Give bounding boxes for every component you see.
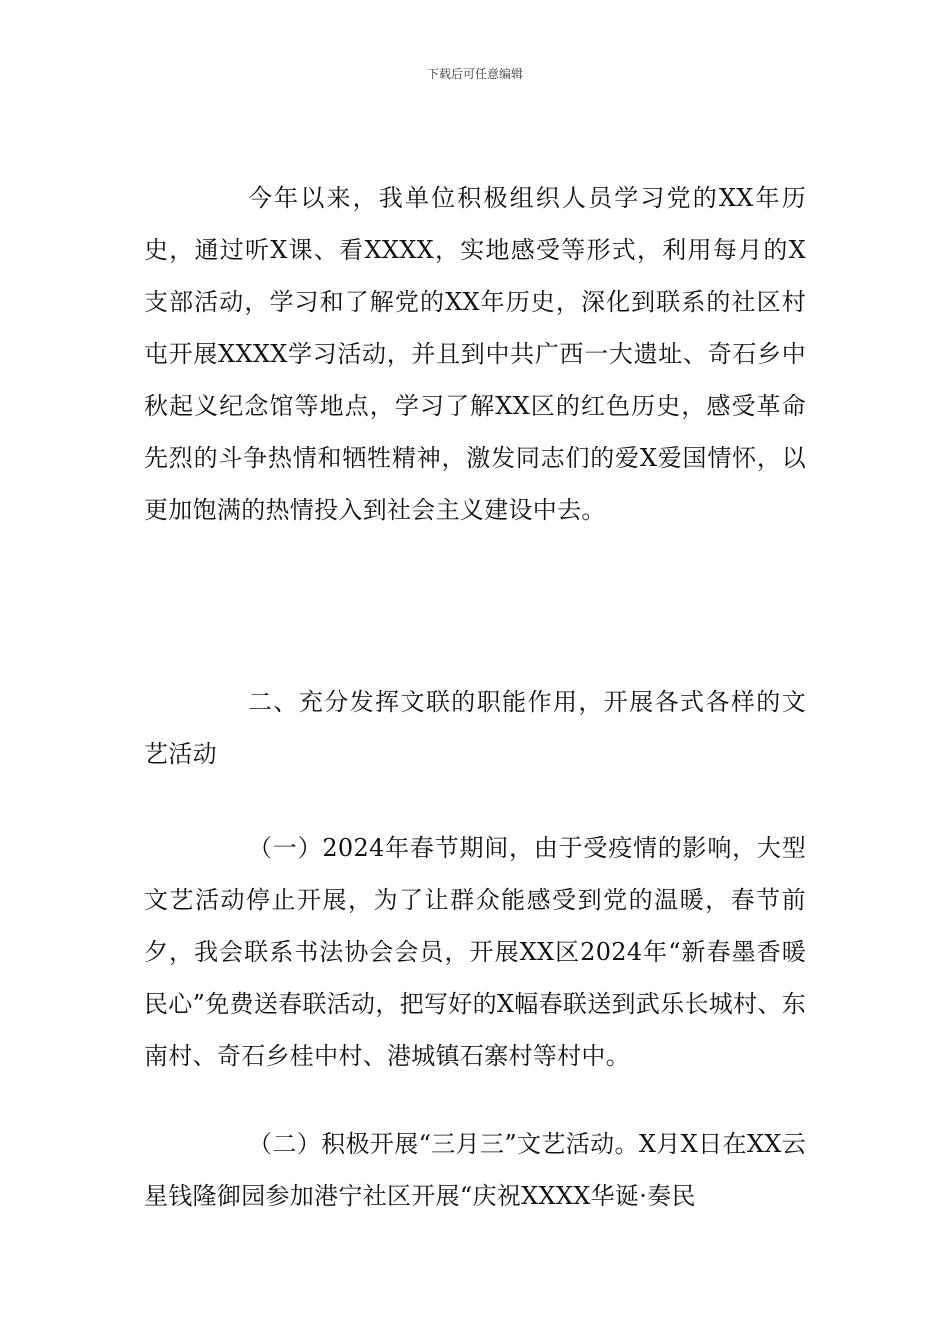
page-header: 下载后可任意编辑 — [426, 67, 523, 81]
body-paragraph: 今年以来，我单位积极组织人员学习党的XX年历史，通过听X课、看XXXX，实地感受等形式，利用每月的X支部活动，学习和了解党的XX年历史，深化到联系的社区村屯开展XXXX学习活动，并且到中共广西一大遗址、奇石乡中秋起义纪念馆等地点，学习了解XX区的红色历史，感受革命先烈的斗争热情和牺牲精神，激发同志们的爱X爱国情怀，以更加饱满的热情投入到社会主义建设中去。 — [144, 184, 806, 524]
section-heading: 二、充分发挥文联的职能作用，开展各式各样的文艺活动 — [144, 688, 806, 768]
body-paragraph: （一）2024年春节期间，由于受疫情的影响，大型文艺活动停止开展，为了让群众能感受到党的温暖，春节前夕，我会联系书法协会会员，开展XX区2024年“新春墨香暖民心”免费送春联活动，把写好的X幅春联送到武乐长城村、东南村、奇石乡桂中村、港城镇石寨村等村中。 — [144, 834, 806, 1070]
body-paragraph: （二）积极开展“三月三”文艺活动。X月X日在XX云星钱隆御园参加港宁社区开展“庆祝XXXX华诞·奏民 — [144, 1130, 806, 1210]
